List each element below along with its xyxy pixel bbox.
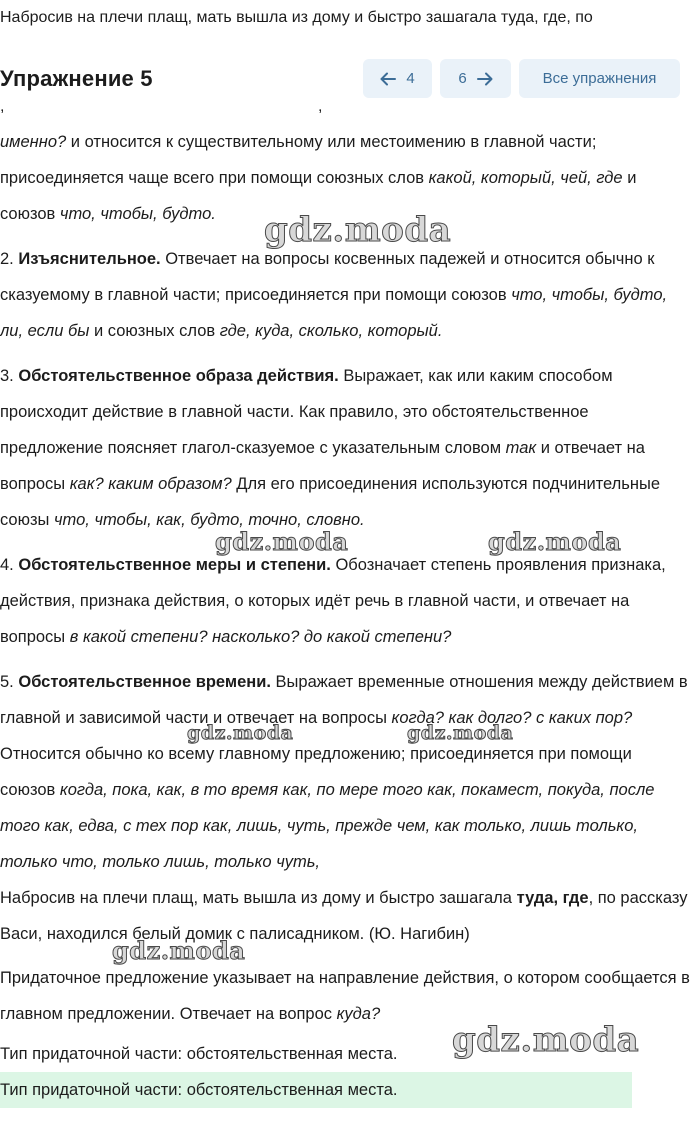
watermark: gdz.moda: [452, 1020, 640, 1060]
exercise-content: [0, 124, 690, 1072]
paragraph-degree: 4. Обстоятельственное меры и степени. Обозначает степень проявления признака, действия, признака действия, о которых идёт речь в главной части, и отвечает на вопросы в какой степени? насколько? до какой степени?: [0, 556, 666, 646]
answer-highlight-box: Тип придаточной части: обстоятельственная места.: [0, 1072, 632, 1108]
arrow-left-icon: [380, 72, 396, 86]
watermark: gdz.moda: [215, 527, 349, 556]
prev-exercise-button[interactable]: [363, 59, 432, 98]
watermark: gdz.moda: [407, 722, 514, 744]
explanation: Придаточное предложение указывает на направление действия, о котором сообщается в главном предложении. Отвечает на вопрос куда?: [0, 969, 690, 1023]
watermark: gdz.moda: [488, 527, 622, 556]
answer-text: Тип придаточной части: обстоятельственная места.: [0, 1045, 398, 1063]
next-exercise-label: 6: [458, 70, 467, 87]
paragraph-manner: 3. Обстоятельственное образа действия. Выражает, как или каким способом происходит действие в главной части. Как правило, это обстоятельственное предложение поясняет глагол-сказуемое с указательным словом так и отвечает на вопросы как? каким образом? Для его присоединения используются подчинительные союзы что, чтобы, как, будто, точно, словно.: [0, 367, 661, 529]
watermark: gdz.moda: [187, 722, 294, 744]
paragraph-time: 5. Обстоятельственное времени. Выражает временные отношения между действием в главной и зависимой части и отвечает на вопросы когда? как долго? с каких пор? Относится обычно ко всему главному предложению; присоединяется при помощи союзов когда, пока, как, в то время как, по мере того как, покамест, покуда, после того как, едва, с тех пор как, лишь, чуть, прежде чем, как только, лишь только, только что, только лишь, только чуть,: [0, 673, 688, 871]
cut-off-top-line: Набросив на плечи плащ, мать вышла из дому и быстро зашагала туда, где, по: [0, 9, 593, 26]
example-sentence: Набросив на плечи плащ, мать вышла из дому и быстро зашагала туда, где, по рассказу Васи, находился белый домик с палисадником. (Ю. Нагибин): [0, 889, 688, 943]
arrow-right-icon: [477, 72, 493, 86]
paragraph-attributive: именно? и относится к существительному или местоимению в главной части; присоединяется чаще всего при помощи союзных слов какой, который, чей, где и союзов что, чтобы, будто.: [0, 133, 637, 223]
cut-off-text-strip: , ,: [0, 98, 323, 115]
next-exercise-button[interactable]: [440, 59, 511, 98]
watermark: gdz.moda: [264, 210, 452, 250]
all-exercises-button[interactable]: Все упражнения: [519, 59, 680, 98]
paragraph-explanatory: 2. Изъяснительное. Отвечает на вопросы косвенных падежей и относится обычно к сказуемому в главной части; присоединяется при помощи союзов что, чтобы, будто, ли, если бы и союзных слов где, куда, сколько, который.: [0, 250, 668, 340]
prev-exercise-label: 4: [406, 70, 415, 87]
watermark: gdz.moda: [112, 936, 246, 965]
page-title: Упражнение 5: [0, 66, 153, 91]
